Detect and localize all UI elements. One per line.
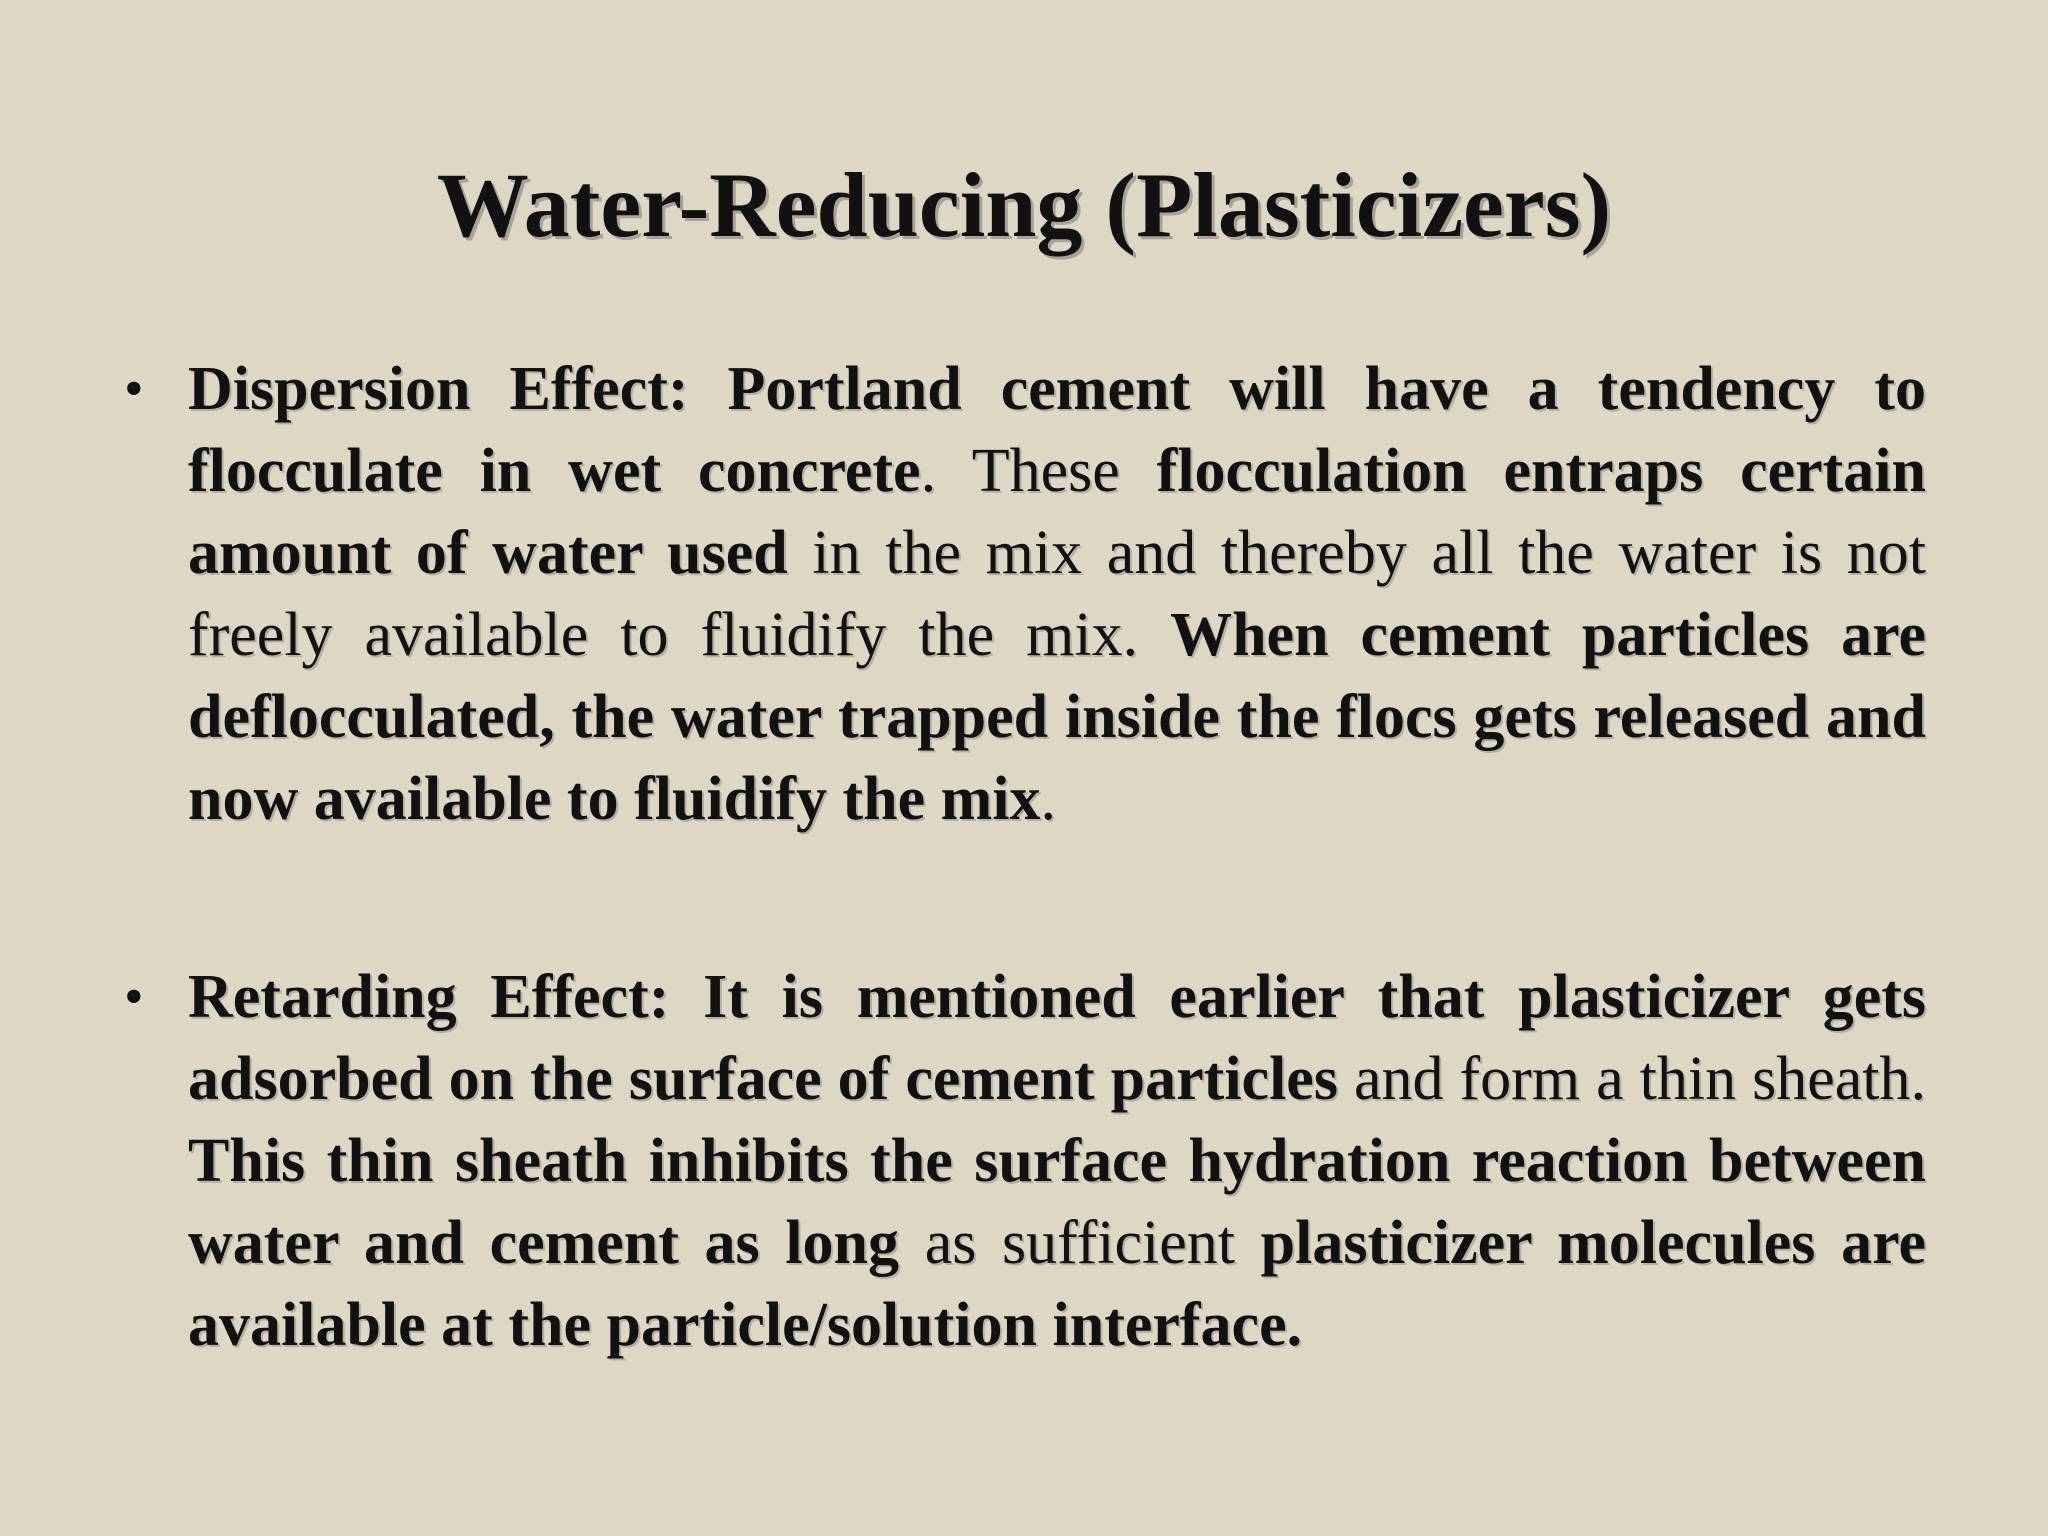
bullet-retarding-effect — [124, 956, 1926, 1366]
bullet-dispersion-effect — [124, 348, 1927, 840]
slide-title: Water-Reducing (Plasticizers) — [436, 154, 1612, 256]
bullet-text: in the mix and thereby all the water is not freely available to fluidify the mix. — [188, 519, 1927, 669]
bullet-marker: • — [124, 358, 144, 420]
bullet-text-bold: This thin sheath inhibits the surface hydration reaction between water and cement as long — [188, 1127, 1926, 1277]
bullet-text-bold: When cement particles are deflocculated, the water trapped inside the flocs gets released and now available to fluidify the mix — [188, 601, 1926, 833]
bullet-text-bold: flocculation entraps certain amount of water used — [188, 437, 1927, 587]
bullet-text: as sufficient — [899, 1209, 1261, 1277]
bullet-text: . — [1040, 765, 1057, 833]
bullet-text-bold: Dispersion Effect: Portland cement will have a tendency to flocculate in wet concrete — [188, 355, 1926, 505]
bullet-marker: • — [124, 966, 144, 1028]
bullet-text-bold: plasticizer molecules are available at the particle/solution interface. — [188, 1209, 1926, 1359]
bullet-text-bold: Retarding Effect: It is mentioned earlier that plasticizer gets adsorbed on the surface of cement particles — [188, 963, 1926, 1113]
bullet-text: . These — [920, 437, 1157, 505]
bullet-text: and form a thin sheath. — [1337, 1045, 1926, 1113]
